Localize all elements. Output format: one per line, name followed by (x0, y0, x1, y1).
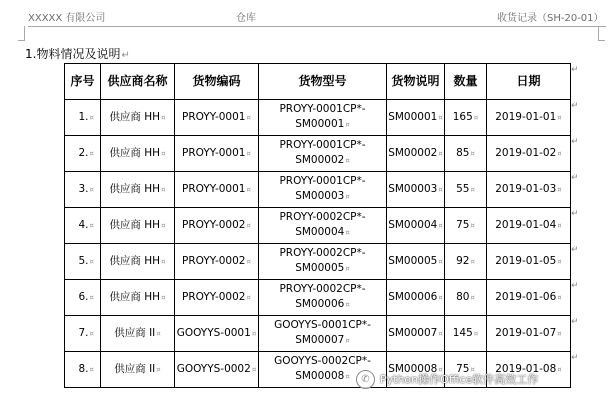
cell-end-mark-icon: ¤ (557, 293, 562, 302)
cell-model-text: PROYY-0002CP*-SM00006 (279, 283, 366, 310)
cell-qty[interactable] (445, 136, 487, 172)
crop-mark-left (18, 26, 25, 41)
cell-qty[interactable] (445, 280, 487, 316)
cell-end-mark-icon: ¤ (89, 293, 94, 302)
cell-date[interactable] (487, 100, 571, 136)
cell-desc-text: SM00001 (388, 110, 438, 123)
cell-end-mark-icon: ¤ (89, 221, 94, 230)
cell-date[interactable] (487, 172, 571, 208)
cell-desc[interactable] (387, 100, 445, 136)
paragraph-mark-icon: ↵ (121, 50, 130, 61)
cell-model[interactable] (259, 316, 387, 352)
cell-no-text: 3. (78, 182, 89, 195)
cell-supplier[interactable] (101, 352, 175, 388)
cell-end-mark-icon: ¤ (246, 293, 251, 302)
cell-desc-text: SM00005 (388, 254, 438, 267)
cell-supplier-text: 供应商 HH (109, 254, 161, 267)
cell-code-text: PROYY-0002 (182, 290, 246, 303)
cell-no[interactable] (65, 208, 101, 244)
cell-date[interactable] (487, 316, 571, 352)
cell-model[interactable] (259, 208, 387, 244)
cell-date-text: 2019-01-08 (495, 362, 557, 375)
cell-model-text: GOOYYS-0002CP*-SM00008 (274, 355, 371, 382)
cell-end-mark-icon: ¤ (345, 229, 350, 237)
cell-desc[interactable] (387, 136, 445, 172)
cell-supplier[interactable] (101, 316, 175, 352)
cell-date[interactable] (487, 244, 571, 280)
col-header-supplier: 供应商名称 (101, 64, 175, 100)
cell-end-mark-icon: ¤ (473, 329, 479, 338)
cell-end-mark-icon: ¤ (345, 157, 350, 165)
col-header-date: 日期 (487, 64, 571, 100)
cell-desc-text: SM00008 (388, 362, 438, 375)
cell-end-mark-icon: ¤ (89, 329, 94, 338)
cell-end-mark-icon: ¤ (470, 257, 475, 266)
cell-supplier[interactable] (101, 208, 175, 244)
cell-code-text: PROYY-0002 (182, 218, 246, 231)
cell-qty-text: 165 (452, 110, 473, 123)
cell-model-text: PROYY-0002CP*-SM00004 (279, 211, 366, 238)
row-end-mark-icon: ↵ (571, 173, 579, 183)
cell-qty-text: 55 (456, 182, 470, 195)
cell-date[interactable] (487, 280, 571, 316)
cell-end-mark-icon: ¤ (246, 185, 251, 194)
cell-end-mark-icon: ¤ (161, 293, 166, 302)
table-row (65, 280, 571, 316)
cell-desc[interactable] (387, 316, 445, 352)
cell-end-mark-icon: ¤ (156, 365, 161, 374)
cell-end-mark-icon: ¤ (438, 221, 443, 230)
watermark-text: Python操作Office软件高效工作 (380, 373, 539, 386)
cell-end-mark-icon: ¤ (473, 113, 479, 122)
cell-supplier-text: 供应商 HH (109, 146, 161, 159)
header-center: 仓库 (236, 13, 256, 24)
cell-end-mark-icon: ¤ (246, 149, 251, 158)
cell-desc-text: SM00006 (388, 290, 438, 303)
cell-qty[interactable] (445, 208, 487, 244)
cell-model-text: PROYY-0001CP*-SM00002 (279, 139, 366, 166)
cell-no-text: 2. (78, 146, 89, 159)
cell-date[interactable] (487, 208, 571, 244)
row-end-mark-icon: ↵ (571, 281, 579, 291)
cell-supplier-text: 供应商 II (114, 362, 156, 375)
cell-qty[interactable] (445, 316, 487, 352)
cell-end-mark-icon: ¤ (557, 257, 562, 266)
cell-supplier-text: 供应商 HH (109, 182, 161, 195)
cell-end-mark-icon: ¤ (89, 185, 94, 194)
row-end-mark-icon: ↵ (571, 245, 579, 255)
cell-end-mark-icon: ¤ (438, 365, 443, 374)
cell-end-mark-icon: ¤ (470, 185, 475, 194)
cell-qty[interactable] (445, 244, 487, 280)
cell-code[interactable] (175, 280, 259, 316)
col-header-qty: 数量 (445, 64, 487, 100)
cell-no[interactable] (65, 244, 101, 280)
cell-end-mark-icon: ¤ (161, 221, 166, 230)
cell-desc-text: SM00004 (388, 218, 438, 231)
cell-code[interactable] (175, 244, 259, 280)
cell-desc[interactable] (387, 208, 445, 244)
cell-end-mark-icon: ¤ (89, 257, 94, 266)
wechat-official-account-icon: ✆ (356, 370, 375, 389)
cell-code-text: PROYY-0002 (182, 254, 246, 267)
cell-date-text: 2019-01-02 (495, 146, 557, 159)
cell-end-mark-icon: ¤ (557, 149, 562, 158)
cell-end-mark-icon: ¤ (470, 221, 475, 230)
cell-end-mark-icon: ¤ (89, 113, 94, 122)
cell-desc[interactable] (387, 244, 445, 280)
cell-end-mark-icon: ¤ (470, 293, 475, 302)
cell-end-mark-icon: ¤ (345, 337, 350, 345)
cell-model-text: PROYY-0002CP*-SM00005 (279, 247, 366, 274)
cell-end-mark-icon: ¤ (89, 365, 94, 374)
cell-end-mark-icon: ¤ (246, 113, 251, 122)
cell-qty-text: 80 (456, 290, 470, 303)
cell-supplier-text: 供应商 HH (109, 110, 161, 123)
cell-end-mark-icon: ¤ (161, 113, 166, 122)
cell-supplier[interactable] (101, 244, 175, 280)
row-end-mark-icon: ↵ (571, 101, 579, 111)
cell-no-text: 8. (78, 362, 89, 375)
table-row (65, 172, 571, 208)
cell-end-mark-icon: ¤ (557, 221, 562, 230)
col-header-desc: 货物说明 (387, 64, 445, 100)
cell-no-text: 1. (78, 110, 89, 123)
cell-date[interactable] (487, 136, 571, 172)
col-header-code: 货物编码 (175, 64, 259, 100)
cell-no[interactable] (65, 136, 101, 172)
table-row (65, 136, 571, 172)
cell-code[interactable] (175, 316, 259, 352)
cell-model[interactable] (259, 172, 387, 208)
cell-desc-text: SM00002 (388, 146, 438, 159)
table-row (65, 208, 571, 244)
cell-supplier[interactable] (101, 280, 175, 316)
row-end-mark-icon: ↵ (571, 353, 579, 363)
cell-end-mark-icon: ¤ (246, 257, 251, 266)
cell-no-text: 7. (78, 326, 89, 339)
cell-no[interactable] (65, 316, 101, 352)
cell-desc-text: SM00007 (388, 326, 438, 339)
cell-qty[interactable] (445, 172, 487, 208)
materials-table[interactable] (64, 63, 571, 388)
cell-end-mark-icon: ¤ (345, 193, 350, 201)
cell-end-mark-icon: ¤ (345, 373, 350, 381)
section-title (25, 45, 130, 62)
cell-end-mark-icon: ¤ (438, 329, 443, 338)
cell-no-text: 4. (78, 218, 89, 231)
cell-desc[interactable] (387, 280, 445, 316)
section-title-text: 1.物料情况及说明 (25, 47, 121, 61)
header-record-code: 收货记录（SH-20-01） (497, 13, 604, 24)
table-row (65, 316, 571, 352)
cell-end-mark-icon: ¤ (251, 365, 257, 374)
cell-date-text: 2019-01-06 (495, 290, 557, 303)
cell-supplier-text: 供应商 II (114, 326, 156, 339)
cell-no[interactable] (65, 172, 101, 208)
cell-end-mark-icon: ¤ (345, 121, 350, 129)
cell-qty-text: 75 (456, 218, 470, 231)
cell-end-mark-icon: ¤ (345, 301, 350, 309)
cell-qty[interactable] (445, 100, 487, 136)
cell-model-text: PROYY-0001CP*-SM00003 (279, 175, 366, 202)
cell-end-mark-icon: ¤ (438, 257, 443, 266)
cell-no[interactable] (65, 100, 101, 136)
table-header-row (65, 64, 571, 100)
cell-supplier-text: 供应商 HH (109, 218, 161, 231)
cell-end-mark-icon: ¤ (161, 257, 166, 266)
cell-end-mark-icon: ¤ (470, 149, 475, 158)
cell-code-text: PROYY-0001 (182, 182, 246, 195)
cell-no-text: 6. (78, 290, 89, 303)
cell-code-text: PROYY-0001 (182, 146, 246, 159)
col-header-model: 货物型号 (259, 64, 387, 100)
cell-end-mark-icon: ¤ (557, 113, 562, 122)
cell-end-mark-icon: ¤ (161, 185, 166, 194)
row-end-mark-icon: ↵ (571, 317, 579, 327)
cell-model[interactable] (259, 244, 387, 280)
cell-end-mark-icon: ¤ (557, 329, 562, 338)
cell-end-mark-icon: ¤ (557, 185, 562, 194)
cell-code[interactable] (175, 100, 259, 136)
row-end-mark-icon: ↵ (571, 65, 579, 75)
cell-supplier[interactable] (101, 100, 175, 136)
cell-qty-text: 85 (456, 146, 470, 159)
cell-code-text: GOOYYS-0001 (176, 326, 251, 339)
cell-code-text: GOOYYS-0002 (176, 362, 251, 375)
col-header-no: 序号 (65, 64, 101, 100)
row-end-mark-icon: ↵ (571, 137, 579, 147)
cell-no-text: 5. (78, 254, 89, 267)
cell-model-text: GOOYYS-0001CP*-SM00007 (274, 319, 371, 346)
cell-date-text: 2019-01-03 (495, 182, 557, 195)
cell-end-mark-icon: ¤ (156, 329, 161, 338)
crop-mark-right (598, 26, 605, 41)
cell-model[interactable] (259, 280, 387, 316)
cell-qty-text: 75 (456, 362, 470, 375)
cell-no[interactable] (65, 352, 101, 388)
cell-end-mark-icon: ¤ (251, 329, 257, 338)
row-end-mark-icon: ↵ (571, 209, 579, 219)
cell-end-mark-icon: ¤ (246, 221, 251, 230)
cell-model-text: PROYY-0001CP*-SM00001 (279, 103, 366, 130)
cell-code[interactable] (175, 208, 259, 244)
cell-end-mark-icon: ¤ (438, 149, 443, 158)
cell-supplier-text: 供应商 HH (109, 290, 161, 303)
cell-date-text: 2019-01-07 (495, 326, 557, 339)
cell-qty-text: 145 (452, 326, 473, 339)
cell-end-mark-icon: ¤ (557, 365, 562, 374)
cell-code[interactable] (175, 136, 259, 172)
cell-no[interactable] (65, 280, 101, 316)
cell-qty-text: 92 (456, 254, 470, 267)
cell-code[interactable] (175, 352, 259, 388)
cell-date-text: 2019-01-05 (495, 254, 557, 267)
table-row (65, 100, 571, 136)
cell-end-mark-icon: ¤ (470, 365, 475, 374)
cell-desc[interactable] (387, 172, 445, 208)
cell-date-text: 2019-01-01 (495, 110, 557, 123)
cell-model[interactable] (259, 100, 387, 136)
cell-code[interactable] (175, 172, 259, 208)
header-rule (28, 26, 606, 27)
cell-supplier[interactable] (101, 136, 175, 172)
cell-end-mark-icon: ¤ (345, 265, 350, 273)
cell-end-mark-icon: ¤ (161, 149, 166, 158)
cell-end-mark-icon: ¤ (438, 185, 443, 194)
header-company: XXXXX 有限公司 (28, 13, 106, 24)
cell-code-text: PROYY-0001 (182, 110, 246, 123)
cell-date-text: 2019-01-04 (495, 218, 557, 231)
table-row (65, 244, 571, 280)
cell-supplier[interactable] (101, 172, 175, 208)
cell-model[interactable] (259, 136, 387, 172)
cell-end-mark-icon: ¤ (438, 113, 443, 122)
cell-desc-text: SM00003 (388, 182, 438, 195)
cell-end-mark-icon: ¤ (89, 149, 94, 158)
cell-end-mark-icon: ¤ (438, 293, 443, 302)
